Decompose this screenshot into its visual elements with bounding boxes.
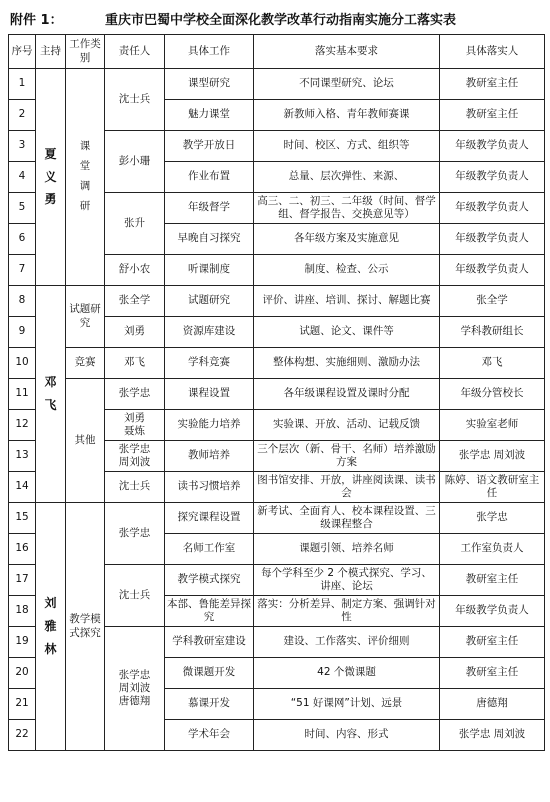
title-row xyxy=(10,6,540,30)
requirement-cell: 时间、内容、形式 xyxy=(254,720,440,751)
row-seq: 16 xyxy=(9,534,36,565)
table-row xyxy=(9,379,545,410)
implementer-cell: 工作室负责人 xyxy=(440,534,545,565)
row-seq: 13 xyxy=(9,441,36,472)
task-cell: 慕课开发 xyxy=(165,689,254,720)
responsible-cell: 张学忠 xyxy=(105,379,165,410)
requirement-cell: 各年级方案及实施意见 xyxy=(254,224,440,255)
row-seq: 15 xyxy=(9,503,36,534)
document-title: 重庆市巴蜀中学校全面深化教学改革行动指南实施分工落实表 xyxy=(105,12,457,28)
category-name: 教学模式探究 xyxy=(69,613,101,639)
implementer-cell: 年级教学负责人 xyxy=(440,596,545,627)
requirement-cell: 每个学科至少 2 个模式探究、学习、讲座、论坛 xyxy=(254,565,440,596)
implementer-cell: 年级分管校长 xyxy=(440,379,545,410)
responsible-cell: 邓飞 xyxy=(105,348,165,379)
implementer-cell: 张学忠 xyxy=(440,503,545,534)
row-seq: 19 xyxy=(9,627,36,658)
implementer-cell: 年级教学负责人 xyxy=(440,131,545,162)
row-seq: 11 xyxy=(9,379,36,410)
requirement-cell: “51 好课网”计划、远景 xyxy=(254,689,440,720)
row-seq: 18 xyxy=(9,596,36,627)
host-name: 邓飞 xyxy=(44,375,57,412)
responsible-cell: 沈士兵 xyxy=(105,472,165,503)
task-cell: 学术年会 xyxy=(165,720,254,751)
requirement-cell: 试题、论文、课件等 xyxy=(254,317,440,348)
implementer-cell: 教研室主任 xyxy=(440,658,545,689)
requirement-cell: 高三、二、初三、二年级（时间、督学组、督学报告、交换意见等） xyxy=(254,193,440,224)
implementer-cell: 陈婷、语文教研室主任 xyxy=(440,472,545,503)
requirement-cell: 42 个微课题 xyxy=(254,658,440,689)
requirement-cell: 时间、校区、方式、组织等 xyxy=(254,131,440,162)
responsible-cell: 张学忠 xyxy=(105,503,165,565)
assignment-table xyxy=(8,34,545,751)
row-seq: 9 xyxy=(9,317,36,348)
implementer-cell: 教研室主任 xyxy=(440,627,545,658)
responsible-cell: 沈士兵 xyxy=(105,565,165,627)
task-cell: 探究课程设置 xyxy=(165,503,254,534)
responsible-cell: 张学忠 周刘波 xyxy=(105,441,165,472)
requirement-cell: 总量、层次弹性、来源、 xyxy=(254,162,440,193)
requirement-cell: 落实：分析差异、制定方案、强调针对性 xyxy=(254,596,440,627)
row-seq: 8 xyxy=(9,286,36,317)
row-seq: 14 xyxy=(9,472,36,503)
row-seq: 21 xyxy=(9,689,36,720)
responsible-cell: 刘勇 聂炼 xyxy=(105,410,165,441)
task-cell: 资源库建设 xyxy=(165,317,254,348)
requirement-cell: 建设、工作落实、评价细则 xyxy=(254,627,440,658)
row-seq: 12 xyxy=(9,410,36,441)
row-seq: 5 xyxy=(9,193,36,224)
implementer-cell: 年级教学负责人 xyxy=(440,162,545,193)
category-cell-model xyxy=(66,503,105,751)
requirement-cell: 实验课、开放、活动、记载反馈 xyxy=(254,410,440,441)
row-seq: 10 xyxy=(9,348,36,379)
table-row xyxy=(9,503,545,534)
requirement-cell: 不同课型研究、论坛 xyxy=(254,69,440,100)
requirement-cell: 课题引领、培养名师 xyxy=(254,534,440,565)
task-cell: 作业布置 xyxy=(165,162,254,193)
task-cell: 年级督学 xyxy=(165,193,254,224)
task-cell: 名师工作室 xyxy=(165,534,254,565)
category-cell-other: 其他 xyxy=(66,379,105,503)
requirement-cell: 评价、讲座、培训、探讨、解题比赛 xyxy=(254,286,440,317)
responsible-cell: 沈士兵 xyxy=(105,69,165,131)
requirement-cell: 三个层次（新、骨干、名师）培养激励方案 xyxy=(254,441,440,472)
category-cell-classroom xyxy=(66,69,105,286)
task-cell: 课型研究 xyxy=(165,69,254,100)
header-row xyxy=(9,35,545,69)
implementer-cell: 年级教学负责人 xyxy=(440,255,545,286)
responsible-cell: 张升 xyxy=(105,193,165,255)
row-seq: 6 xyxy=(9,224,36,255)
task-cell: 教学模式探究 xyxy=(165,565,254,596)
host-cell-deng xyxy=(36,286,66,503)
annex-label: 附件 1： xyxy=(10,12,63,28)
task-cell: 听课制度 xyxy=(165,255,254,286)
host-name: 夏义勇 xyxy=(44,146,57,207)
task-cell: 课程设置 xyxy=(165,379,254,410)
category-cell-contest: 竞赛 xyxy=(66,348,105,379)
header-host: 主持 xyxy=(36,35,66,69)
task-cell: 读书习惯培养 xyxy=(165,472,254,503)
header-responsible: 责任人 xyxy=(105,35,165,69)
row-seq: 7 xyxy=(9,255,36,286)
header-seq: 序号 xyxy=(9,35,36,69)
task-cell: 微课题开发 xyxy=(165,658,254,689)
host-cell-xia xyxy=(36,69,66,286)
implementer-cell: 邓飞 xyxy=(440,348,545,379)
requirement-cell: 整体构想、实施细则、激励办法 xyxy=(254,348,440,379)
responsible-cell: 舒小农 xyxy=(105,255,165,286)
host-name: 刘雅林 xyxy=(44,596,57,656)
header-work-type: 工作类别 xyxy=(66,35,105,69)
table-row xyxy=(9,286,545,317)
row-seq: 17 xyxy=(9,565,36,596)
task-cell: 教师培养 xyxy=(165,441,254,472)
table-row xyxy=(9,69,545,100)
task-cell: 实验能力培养 xyxy=(165,410,254,441)
implementer-cell: 张学忠 周刘波 xyxy=(440,441,545,472)
header-implementer: 具体落实人 xyxy=(440,35,545,69)
row-seq: 22 xyxy=(9,720,36,751)
row-seq: 3 xyxy=(9,131,36,162)
row-seq: 2 xyxy=(9,100,36,131)
implementer-cell: 实验室老师 xyxy=(440,410,545,441)
task-cell: 早晚自习探究 xyxy=(165,224,254,255)
implementer-cell: 教研室主任 xyxy=(440,69,545,100)
requirement-cell: 各年级课程设置及课时分配 xyxy=(254,379,440,410)
header-task: 具体工作 xyxy=(165,35,254,69)
category-cell-exam: 试题研究 xyxy=(66,286,105,348)
implementer-cell: 年级教学负责人 xyxy=(440,193,545,224)
row-seq: 4 xyxy=(9,162,36,193)
implementer-cell: 张全学 xyxy=(440,286,545,317)
responsible-cell: 张学忠 周刘波 唐德翔 xyxy=(105,627,165,751)
implementer-cell: 学科教研组长 xyxy=(440,317,545,348)
implementer-cell: 教研室主任 xyxy=(440,100,545,131)
task-cell: 试题研究 xyxy=(165,286,254,317)
task-cell: 学科竞赛 xyxy=(165,348,254,379)
requirement-cell: 新教师入格、青年教师赛课 xyxy=(254,100,440,131)
host-cell-liu xyxy=(36,503,66,751)
row-seq: 1 xyxy=(9,69,36,100)
task-cell: 魅力课堂 xyxy=(165,100,254,131)
responsible-cell: 张全学 xyxy=(105,286,165,317)
category-name: 课堂调研 xyxy=(79,140,91,212)
table-row xyxy=(9,348,545,379)
requirement-cell: 制度、检查、公示 xyxy=(254,255,440,286)
requirement-cell: 图书馆安排、开放，讲座阅读课、读书会 xyxy=(254,472,440,503)
header-requirement: 落实基本要求 xyxy=(254,35,440,69)
row-seq: 20 xyxy=(9,658,36,689)
task-cell: 教学开放日 xyxy=(165,131,254,162)
implementer-cell: 年级教学负责人 xyxy=(440,224,545,255)
responsible-cell: 刘勇 xyxy=(105,317,165,348)
task-cell: 学科教研室建设 xyxy=(165,627,254,658)
implementer-cell: 张学忠 周刘波 xyxy=(440,720,545,751)
task-cell: 本部、鲁能差异探究 xyxy=(165,596,254,627)
implementer-cell: 教研室主任 xyxy=(440,565,545,596)
implementer-cell: 唐德翔 xyxy=(440,689,545,720)
requirement-cell: 新考试、全面育人、校本课程设置、三级课程整合 xyxy=(254,503,440,534)
responsible-cell: 彭小珊 xyxy=(105,131,165,193)
